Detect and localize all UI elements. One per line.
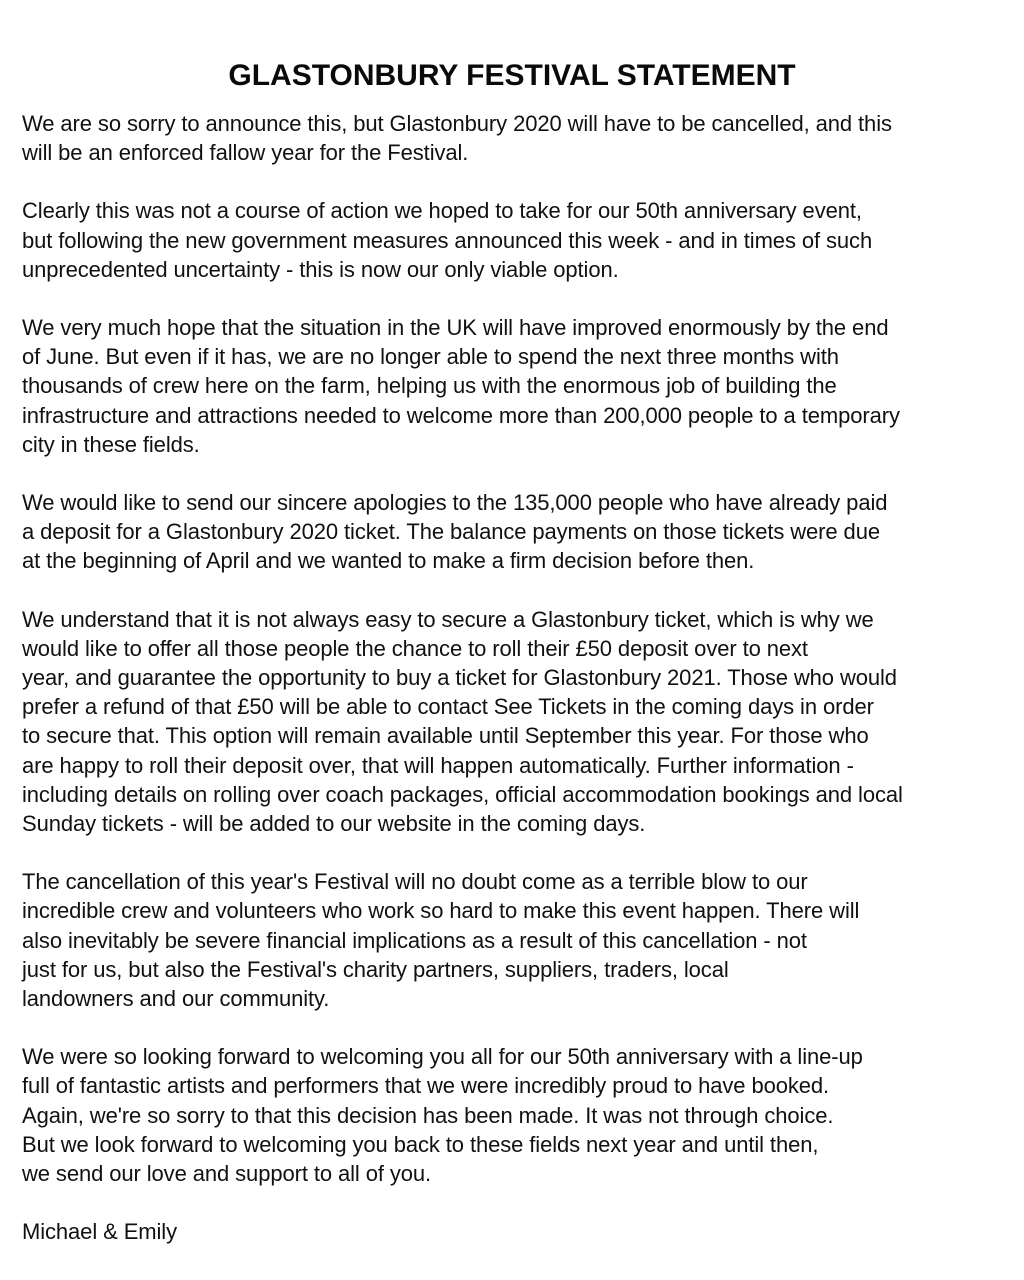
text-line: a deposit for a Glastonbury 2020 ticket. The balance payments on those tickets were due xyxy=(22,519,880,545)
text-line: would like to offer all those people the chance to roll their £50 deposit over to next xyxy=(22,635,808,661)
text-line: but following the new government measures announced this week - and in times of such xyxy=(22,227,873,253)
document-title: GLASTONBURY FESTIVAL STATEMENT xyxy=(228,59,796,93)
text-line: Again, we're so sorry to that this decision has been made. It was not through choice. xyxy=(22,1102,834,1128)
text-line: We are so sorry to announce this, but Glastonbury 2020 will have to be cancelled, and this xyxy=(22,111,892,136)
paragraph-situation-uk xyxy=(22,313,1022,459)
text-line: thousands of crew here on the farm, helping us with the enormous job of building the xyxy=(22,373,837,399)
paragraph-deposit-rollover xyxy=(22,605,1022,839)
paragraph-apologies-ticket-holders xyxy=(22,488,1022,576)
text-line: of June. But even if it has, we are no longer able to spend the next three months with xyxy=(22,344,839,370)
text-line: We would like to send our sincere apologies to the 135,000 people who have already paid xyxy=(22,490,888,516)
signature: Michael & Emily xyxy=(22,1219,177,1245)
text-line: landowners and our community. xyxy=(22,986,330,1012)
text-line: year, and guarantee the opportunity to buy a ticket for Glastonbury 2021. Those who would xyxy=(22,665,897,691)
text-line: to secure that. This option will remain available until September this year. For those who xyxy=(22,723,869,749)
text-line: are happy to roll their deposit over, that will happen automatically. Further information - xyxy=(22,752,854,778)
signature-block xyxy=(22,1217,1022,1246)
text-line: incredible crew and volunteers who work so hard to make this event happen. There will xyxy=(22,898,860,924)
text-line: unprecedented uncertainty - this is now our only viable option. xyxy=(22,256,619,282)
paragraph-cancellation-announcement xyxy=(22,109,1022,167)
statement-body xyxy=(22,109,1022,1276)
text-line: at the beginning of April and we wanted to make a firm decision before then. xyxy=(22,548,755,574)
text-line: also inevitably be severe financial implications as a result of this cancellation - not xyxy=(22,927,807,953)
text-line: Clearly this was not a course of action we hoped to take for our 50th anniversary event, xyxy=(22,198,862,224)
text-line: city in these fields. xyxy=(22,431,200,457)
text-line: But we look forward to welcoming you back to these fields next year and until then, xyxy=(22,1131,819,1157)
text-line: we send our love and support to all of you. xyxy=(22,1161,432,1187)
text-line: will be an enforced fallow year for the Festival. xyxy=(22,140,469,166)
paragraph-anniversary-context xyxy=(22,196,1022,284)
text-line: We were so looking forward to welcoming you all for our 50th anniversary with a line-up xyxy=(22,1044,863,1070)
text-line: infrastructure and attractions needed to welcome more than 200,000 people to a temporary xyxy=(22,402,900,428)
paragraph-closing-message xyxy=(22,1042,1022,1188)
text-line: full of fantastic artists and performers that we were incredibly proud to have booked. xyxy=(22,1073,830,1099)
text-line: We understand that it is not always easy to secure a Glastonbury ticket, which is why we xyxy=(22,606,874,632)
text-line: Sunday tickets - will be added to our website in the coming days. xyxy=(22,811,646,837)
text-line: just for us, but also the Festival's charity partners, suppliers, traders, local xyxy=(22,956,729,982)
text-line: prefer a refund of that £50 will be able to contact See Tickets in the coming days in order xyxy=(22,694,874,720)
paragraph-impact-crew-community xyxy=(22,867,1022,1013)
text-line: The cancellation of this year's Festival will no doubt come as a terrible blow to our xyxy=(22,869,808,895)
text-line: We very much hope that the situation in the UK will have improved enormously by the end xyxy=(22,315,889,341)
text-line: including details on rolling over coach packages, official accommodation bookings and local xyxy=(22,781,903,807)
